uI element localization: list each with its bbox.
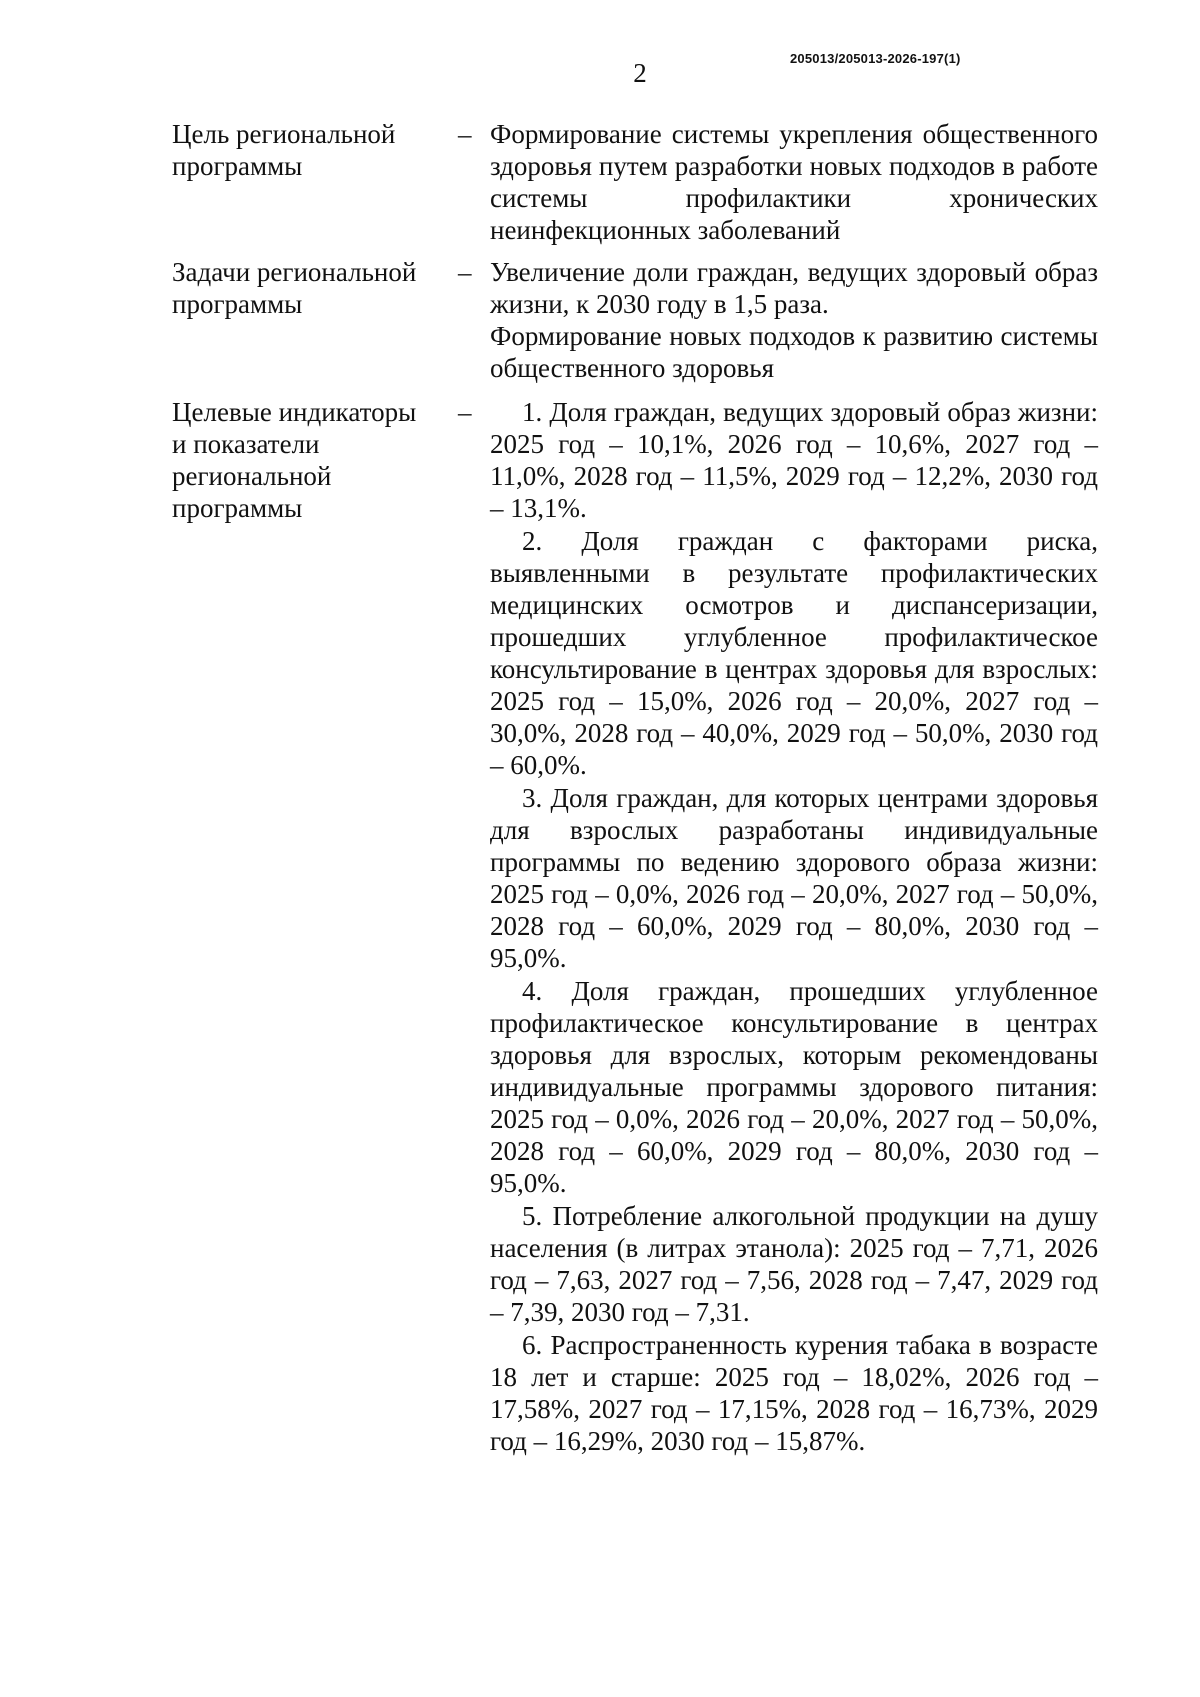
task-item-2: Формирование новых подходов к развитию системы общественного здоровья <box>490 321 1098 383</box>
tasks-label: Задачи региональной программы <box>172 257 417 319</box>
indicators-content <box>490 396 1098 1458</box>
section-tasks <box>172 256 1098 386</box>
indicator-item-6: 6. Распространенность курения табака в возрасте 18 лет и старше: 2025 год – 18,02%, 2026 год – 17,58%, 2027 год – 17,15%, 2028 год – 16,73%, 2029 год – 16,29%, 2030 год – 15,87%. <box>490 1330 1098 1456</box>
indicators-dash: – <box>458 397 472 427</box>
goal-text: Формирование системы укрепления общественного здоровья путем разработки новых подходов в работе системы профилактики хронических неинфекционных заболеваний <box>490 119 1098 245</box>
indicator-item-1: 1. Доля граждан, ведущих здоровый образ жизни: 2025 год – 10,1%, 2026 год – 10,6%, 2027 год – 11,0%, 2028 год – 11,5%, 2029 год – 12,2%, 2030 год – 13,1%. <box>490 397 1098 523</box>
tasks-dash: – <box>458 257 472 287</box>
task-item-1: Увеличение доли граждан, ведущих здоровый образ жизни, к 2030 году в 1,5 раза. <box>490 257 1098 319</box>
section-indicators <box>172 396 1098 1496</box>
goal-content <box>490 118 1098 246</box>
goal-dash: – <box>458 119 472 149</box>
tasks-content <box>490 256 1098 384</box>
indicator-item-4: 4. Доля граждан, прошедших углубленное профилактическое консультирование в центрах здоровья для взрослых, которым рекомендованы индивидуальные программы здорового питания: 2025 год – 0,0%, 2026 год – 20,0%, 2027 год – 50,0%, 2028 год – 60,0%, 2029 год – 80,0%, 2030 год – 95,0%. <box>490 976 1098 1198</box>
indicators-label: Целевые индикаторы и показатели региональной программы <box>172 397 417 523</box>
indicator-item-2: 2. Доля граждан с факторами риска, выявленными в результате профилактических медицинских осмотров и диспансеризации, прошедших углубленное профилактическое консультирование в центрах здоровья для взрослых: 2025 год – 15,0%, 2026 год – 20,0%, 2027 год – 30,0%, 2028 год – 40,0%, 2029 год – 50,0%, 2030 год – 60,0%. <box>490 526 1098 780</box>
document-code: 205013/205013-2026-197(1) <box>790 51 961 66</box>
goal-label: Цель региональной программы <box>172 119 396 181</box>
indicator-item-5: 5. Потребление алкогольной продукции на душу населения (в литрах этанола): 2025 год – 7,71, 2026 год – 7,63, 2027 год – 7,56, 2028 год – 7,47, 2029 год – 7,39, 2030 год – 7,31. <box>490 1201 1098 1327</box>
indicator-item-3: 3. Доля граждан, для которых центрами здоровья для взрослых разработаны индивидуальные программы по ведению здорового образа жизни: 2025 год – 0,0%, 2026 год – 20,0%, 2027 год – 50,0%, 2028 год – 60,0%, 2029 год – 80,0%, 2030 год – 95,0%. <box>490 783 1098 973</box>
page-number: 2 <box>633 58 647 88</box>
section-goal <box>172 118 1098 245</box>
